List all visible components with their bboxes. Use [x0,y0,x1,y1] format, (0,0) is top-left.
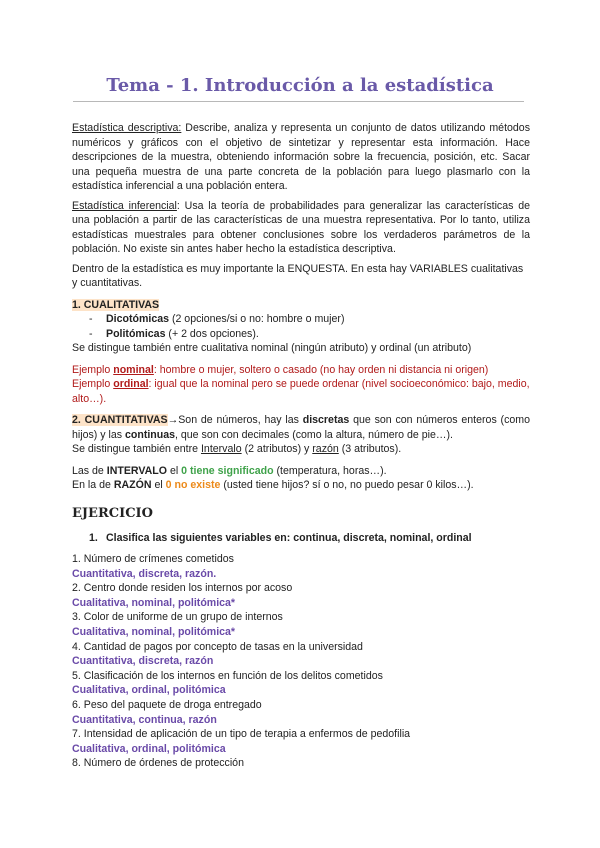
interval-zero-meaning: 0 tiene significado [181,464,274,477]
polytomous-term: Politómicas [106,327,166,340]
dichotomous-text: (2 opciones/si o no: hombre o mujer) [169,313,345,325]
qualitative-heading [72,298,530,313]
continuous-term: continuas [124,428,176,441]
interval-suffix: (temperatura, horas…). [273,464,387,477]
exercise-heading: EJERCICIO [72,505,153,521]
inferential-term: Estadística inferencial [72,199,177,212]
discrete-term: discretas [302,414,350,426]
dash-bullet: - [89,327,93,340]
exercise-item-answer: Cualitativa, ordinal, politómica [72,684,226,697]
exercise-item-answer: Cualitativa, nominal, politómica* [72,596,236,609]
quantitative-paragraph [72,413,530,442]
exercise-item-question: 5. Clasificación de los internos en función de los delitos cometidos [72,669,383,682]
exercise-item-answer: Cuantitativa, continua, razón [72,713,217,726]
ordinal-keyword: ordinal [113,378,149,390]
ordinal-example-prefix: Ejemplo [72,378,114,390]
note-text-1: Se distingue también entre [72,443,201,455]
descriptive-paragraph [72,121,530,194]
dichotomous-term: Dicotómicas [106,313,169,325]
ratio-keyword: RAZÓN [113,479,152,491]
exercise-item-question: 3. Color de uniforme de un grupo de internos [72,611,283,624]
exercise-item-answer: Cuantitativa, discreta, razón. [72,567,217,580]
ordinal-example-text: : igual que la nominal pero se puede ordenar (nivel socioeconómico: bajo, medio, alto…). [72,378,530,405]
nominal-keyword: nominal [113,363,154,376]
exercise-item-answer: Cualitativa, nominal, politómica* [72,625,236,638]
polytomous-text: (+ 2 dos opciones). [165,327,259,340]
interval-term: Intervalo [200,443,242,455]
question-number: 1. [89,531,98,544]
note-text-3: (3 atributos). [338,443,402,455]
qualitative-heading-label: 1. CUALITATIVAS [72,298,160,311]
ratio-zero-meaning: 0 no existe [165,479,221,491]
dash-bullet: - [89,313,93,325]
ratio-line [72,478,530,493]
document-body [72,121,530,771]
exercise-list [72,552,530,771]
exercise-item-question: 4. Cantidad de pagos por concepto de tasas en la universidad [72,640,363,653]
list-item [72,312,530,327]
ratio-prefix: En la de [72,479,114,491]
quantitative-heading: 2. CUANTITATIVAS [72,414,168,426]
list-item [72,327,530,342]
exercise-item-answer: Cuantitativa, discreta, razón [72,655,214,668]
ordinal-example [72,377,530,406]
ratio-suffix: (usted tiene hijos? sí o no, no puedo pesar 0 kilos…). [220,479,474,491]
exercise-item-question: 1. Número de crímenes cometidos [72,553,234,565]
interval-line [72,464,530,479]
interval-keyword: INTERVALO [106,464,167,477]
quantitative-text-3: , que son con decimales (como la altura, número de pie…). [175,428,453,441]
inferential-paragraph [72,199,530,257]
exercise-item-question: 8. Número de órdenes de protección [72,757,244,770]
exercise-item-question: 7. Intensidad de aplicación de un tipo de terapia a enfermos de pedofilia [72,728,411,741]
interval-mid: el [167,464,182,477]
exercise-item-question: 6. Peso del paquete de droga entregado [72,698,262,711]
exercise-item-question: 2. Centro donde residen los internos por acoso [72,582,293,595]
descriptive-term: Estadística descriptiva: [72,122,182,134]
nominal-example-prefix: Ejemplo [72,363,114,376]
question-text: Clasifica las siguientes variables en: continua, discreta, nominal, ordinal [106,531,472,544]
exercise-question [72,531,530,546]
page-title: Tema - 1. Introducción a la estadística [106,75,494,96]
descriptive-text: Describe, analiza y representa un conjunto de datos utilizando métodos numéricos y gráficos con el objetivo de sintetizar y representar esta información. Hace descripciones de la muestra, obteniendo información sobre la frecuencia, posición, etc. Sacar una pequeña muestra de una parte concreta de la población para luego plasmarlo con la estadística inferencial a una población entera. [72,122,530,192]
note-text-2: (2 atributos) y [241,443,313,455]
survey-paragraph: Dentro de la estadística es muy importante la ENQUESTA. En esta hay VARIABLES cualitativas y cuantitativas. [72,262,524,289]
title-divider [73,101,524,102]
ratio-mid: el [151,479,166,491]
quantitative-text-1: →Son de números, hay las [167,414,303,426]
inferential-text: : Usa la teoría de probabilidades para generalizar las características de una población a partir de las características de una muestra representativa. Por lo tanto, utiliza estadísticas muestrales para obtener conclusiones sobre los verdaderos parámetros de la población. No existe sin antes haber hecho la estadística descriptiva. [72,199,531,255]
ratio-term: razón [312,443,339,455]
nominal-example-text: : hombre o mujer, soltero o casado (no hay orden ni distancia ni origen) [153,363,489,376]
exercise-item-answer: Cualitativa, ordinal, politómica [72,742,226,755]
nominal-example [72,363,530,378]
quantitative-text-2: que son con números enteros (como hijos) y las [72,414,530,441]
qualitative-note: Se distingue también entre cualitativa nominal (ningún atributo) y ordinal (un atributo) [72,342,472,354]
interval-ratio-note [72,442,530,457]
interval-prefix: Las de [72,464,107,477]
